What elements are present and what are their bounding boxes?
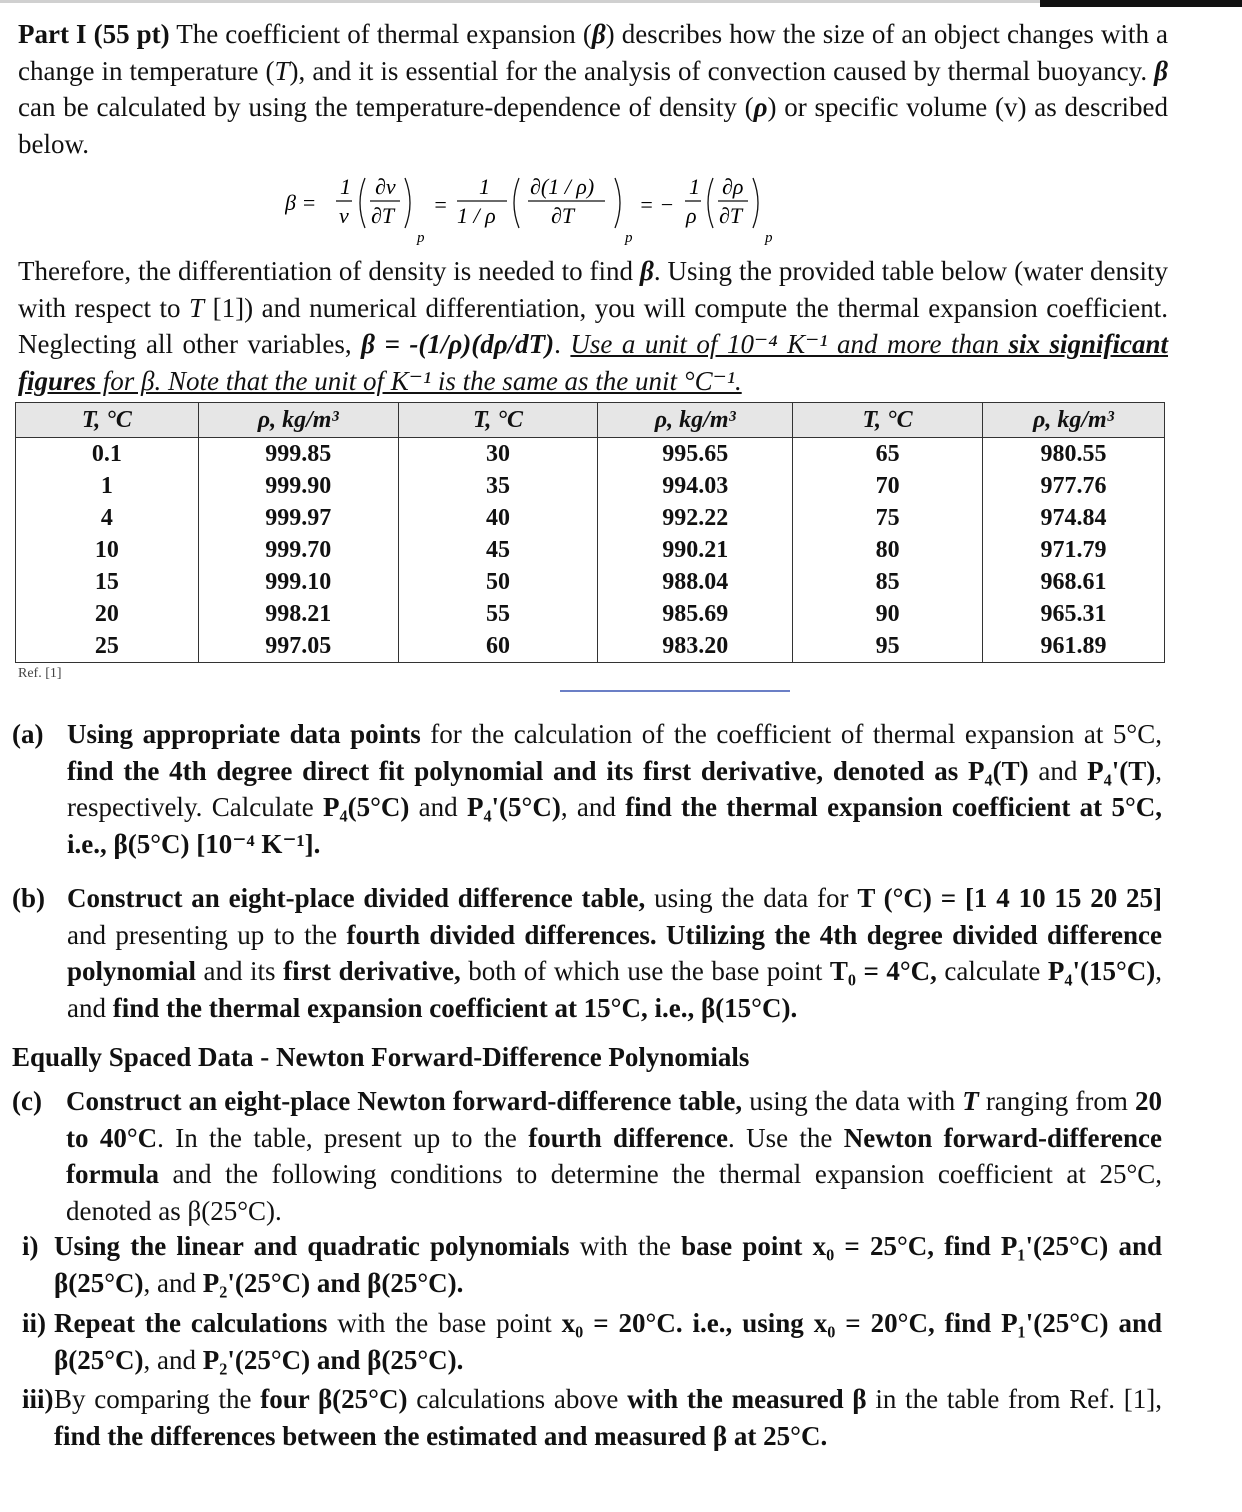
formula-dv: ∂v — [375, 174, 396, 199]
table-row — [16, 470, 1165, 502]
col-header: T, °C — [16, 403, 199, 438]
table-cell: 50 — [398, 566, 598, 598]
table-cell: 25 — [16, 630, 199, 663]
formula-v: v — [339, 203, 349, 228]
col-header: ρ, kg/m³ — [598, 403, 793, 438]
part-title: Part I (55 pt) — [18, 19, 170, 49]
table-cell: 30 — [398, 438, 598, 471]
table-header-row — [16, 403, 1165, 438]
formula-sub-p-3: p — [765, 230, 773, 246]
question-c-ii-label: ii) — [22, 1308, 46, 1338]
table-cell: 15 — [16, 566, 199, 598]
top-edge-gray — [0, 0, 1040, 3]
beta-formula — [285, 166, 805, 256]
table-cell: 90 — [793, 598, 983, 630]
col-header: ρ, kg/m³ — [198, 403, 398, 438]
formula-drho: ∂ρ — [722, 174, 744, 199]
table-cell: 992.22 — [598, 502, 793, 534]
table-cell: 990.21 — [598, 534, 793, 566]
table-cell: 999.97 — [198, 502, 398, 534]
formula-neg-eq: = − — [639, 192, 675, 217]
col-header: T, °C — [793, 403, 983, 438]
table-cell: 999.10 — [198, 566, 398, 598]
col-header: ρ, kg/m³ — [982, 403, 1164, 438]
unit-instruction: Use a unit of 10⁻⁴ K⁻¹ and more than six significant figures for β. Note that the unit of K⁻¹ is the same as the unit °C⁻¹. — [18, 329, 1169, 396]
formula-one-over-rho: 1 / ρ — [457, 203, 496, 228]
table-cell: 60 — [398, 630, 598, 663]
table-cell: 961.89 — [982, 630, 1164, 663]
reference-fragment: Ref. [1] — [18, 666, 62, 681]
table-cell: 980.55 — [982, 438, 1164, 471]
therefore-paragraph: Therefore, the differentiation of density is needed to find β. Using the provided table below (water density with respect to T [1]) and numerical differentiation, you will compute the thermal expansion coefficient. Neglecting all other variables, β = -(1/ρ)(dρ/dT). Use a unit of 10⁻⁴ K⁻¹ and more than six significant figures for β. Note that the unit of K⁻¹ is the same as the unit °C⁻¹. — [18, 256, 1169, 396]
table-row — [16, 534, 1165, 566]
question-b: (b) Construct an eight-place divided difference table, using the data for T (°C) = [1 4 10 15 20 25] and presenting up to the fourth divided differences. Utilizing the 4th degree divided difference polynomial and its first derivative, both of which use the base point T₀ = 4°C, calculate P₄'(15°C), and find the thermal expansion coefficient at 15°C, i.e., β(15°C). — [12, 880, 1162, 1026]
question-c-iii: iii) By comparing the four β(25°C) calculations above with the measured β in the table from Ref. [1], find the differences between the estimated and measured β at 25°C. — [22, 1381, 1162, 1454]
table-cell: 999.85 — [198, 438, 398, 471]
table-row — [16, 630, 1165, 663]
table-cell: 985.69 — [598, 598, 793, 630]
table-cell: 4 — [16, 502, 199, 534]
table-cell: 999.90 — [198, 470, 398, 502]
question-c-label: (c) — [12, 1086, 42, 1116]
question-a: (a) Using appropriate data points for the calculation of the coefficient of thermal expansion at 5°C, find the 4th degree direct fit polynomial and its first derivative, denoted as P₄(T) and P₄'(T), respectively. Calculate P₄(5°C) and P₄'(5°C), and find the thermal expansion coefficient at 5°C, i.e., β(5°C) [10⁻⁴ K⁻¹]. — [12, 716, 1162, 862]
table-cell: 1 — [16, 470, 199, 502]
table-cell: 95 — [793, 630, 983, 663]
formula-sub-p-1: p — [417, 230, 425, 246]
top-edge-bar — [0, 0, 1242, 8]
question-a-label: (a) — [12, 719, 44, 749]
table-row — [16, 438, 1165, 471]
table-cell: 968.61 — [982, 566, 1164, 598]
table-cell: 999.70 — [198, 534, 398, 566]
section-c-title: Equally Spaced Data - Newton Forward-Difference Polynomials — [12, 1042, 750, 1072]
table-row — [16, 502, 1165, 534]
formula-dT-2: ∂T — [551, 203, 575, 228]
question-b-label: (b) — [12, 883, 45, 913]
formula-one-2: 1 — [479, 174, 490, 199]
table-cell: 971.79 — [982, 534, 1164, 566]
table-cell: 988.04 — [598, 566, 793, 598]
question-c-iii-label: iii) — [22, 1384, 54, 1414]
table-cell: 10 — [16, 534, 199, 566]
table-cell: 997.05 — [198, 630, 398, 663]
table-cell: 0.1 — [16, 438, 199, 471]
intro-paragraph: Part I (55 pt) The coefficient of thermal expansion (β) describes how the size of an object changes with a change in temperature (T), and it is essential for the analysis of convection caused by thermal buoyancy. β can be calculated by using the temperature-dependence of density (ρ) or specific volume (v) as described below. — [18, 19, 1169, 159]
formula-d-one-over-rho: ∂(1 / ρ) — [530, 174, 595, 199]
formula-beta: β = — [285, 190, 317, 215]
table-cell: 55 — [398, 598, 598, 630]
table-cell: 977.76 — [982, 470, 1164, 502]
table-cell: 45 — [398, 534, 598, 566]
table-cell: 70 — [793, 470, 983, 502]
formula-one-3: 1 — [689, 174, 700, 199]
table-cell: 35 — [398, 470, 598, 502]
table-cell: 85 — [793, 566, 983, 598]
table-cell: 75 — [793, 502, 983, 534]
formula-rho: ρ — [686, 203, 697, 228]
col-header: T, °C — [398, 403, 598, 438]
table-cell: 983.20 — [598, 630, 793, 663]
table-cell: 994.03 — [598, 470, 793, 502]
formula-eq-1: = — [433, 192, 448, 217]
question-c-ii: ii) Repeat the calculations with the base point x₀ = 20°C. i.e., using x₀ = 20°C, find P₁'(25°C) and β(25°C), and P₂'(25°C) and β(25°C). — [22, 1305, 1162, 1378]
table-cell: 40 — [398, 502, 598, 534]
table-cell: 965.31 — [982, 598, 1164, 630]
question-c: (c) Construct an eight-place Newton forward-difference table, using the data with T ranging from 20 to 40°C. In the table, present up to the fourth difference. Use the Newton forward-difference formula and the following conditions to determine the thermal expansion coefficient at 25°C, denoted as β(25°C). — [12, 1083, 1162, 1229]
table-row — [16, 566, 1165, 598]
table-cell: 80 — [793, 534, 983, 566]
formula-dT-1: ∂T — [371, 203, 395, 228]
density-table — [15, 402, 1165, 663]
table-cell: 20 — [16, 598, 199, 630]
beta-definition: β = -(1/ρ)(dρ/dT) — [361, 329, 555, 359]
formula-dT-3: ∂T — [719, 203, 743, 228]
table-cell: 998.21 — [198, 598, 398, 630]
formula-sub-p-2: p — [625, 230, 633, 246]
top-edge-black — [1040, 0, 1242, 7]
question-c-i-label: i) — [22, 1231, 39, 1261]
table-cell: 995.65 — [598, 438, 793, 471]
table-row — [16, 598, 1165, 630]
question-c-i: i) Using the linear and quadratic polynomials with the base point x₀ = 25°C, find P₁'(25°C) and β(25°C), and P₂'(25°C) and β(25°C). — [22, 1228, 1162, 1301]
blue-underline-mark — [560, 690, 790, 692]
formula-one-1: 1 — [340, 174, 351, 199]
table-cell: 65 — [793, 438, 983, 471]
table-cell: 974.84 — [982, 502, 1164, 534]
